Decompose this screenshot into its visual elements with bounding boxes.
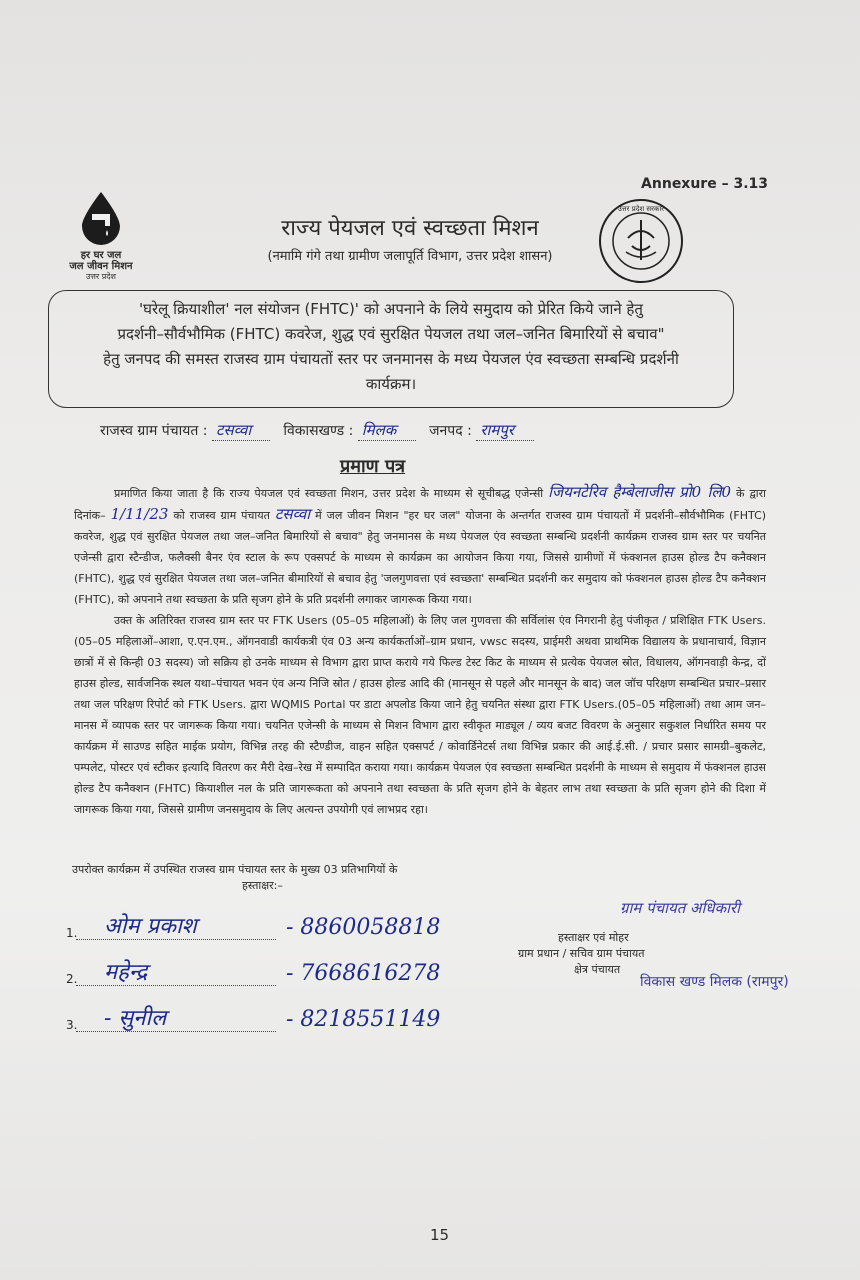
- box-line1: 'घरेलू क्रियाशील' नल संयोजन (FHTC)' को अपनाने के लिये समुदाय को प्रेरित किये जाने हेतु: [139, 300, 643, 318]
- block-stamp: विकास खण्ड मिलक (रामपुर): [640, 974, 789, 990]
- participant-row: [66, 992, 506, 1038]
- officer-stamp: ग्राम पंचायत अधिकारी: [620, 899, 741, 917]
- program-title-box: [48, 290, 734, 408]
- participant-name: - सुनील: [104, 1006, 167, 1031]
- water-tap-drop-icon: [78, 190, 124, 246]
- certificate-heading: प्रमाण पत्र: [340, 456, 406, 477]
- participant-name: ओम प्रकाश: [104, 914, 197, 939]
- signatory-block: [518, 930, 818, 978]
- block-value: मिलक: [358, 420, 416, 441]
- box-line4: कार्यक्रम।: [365, 375, 417, 393]
- date-handwritten: 1/11/23: [110, 505, 169, 523]
- annexure-label: Annexure – 3.13: [641, 176, 768, 192]
- signatures-intro: [72, 862, 492, 894]
- body-p1-b: के द्वारा दिनांक–: [74, 487, 767, 522]
- seal-text: उत्तर प्रदेश सरकार: [617, 205, 665, 213]
- participant-phone: - 7668616278: [286, 961, 441, 986]
- box-line2: प्रदर्शनी–सौर्वभौमिक (FHTC) कवरेज, शुद्ध एवं सुरक्षित पेयजल तथा जल–जनित बिमारियों से बचाव": [117, 325, 665, 343]
- intro-line2: हस्ताक्षर:–: [242, 879, 283, 892]
- body-paragraph-2: उक्त के अतिरिक्त राजस्व ग्राम स्तर पर FTK Users (05–05 महिलाओं) के लिए जल गुणवत्ता की सर्विलांस एंव निगरानी हेतु पंजीकृत / प्रशिक्षित FTK Users.(05–05 महिलाओं–आशा, ए.एन.एम., ऑगनवाडी कार्यकत्री एंव 03 अन्य कार्यकर्ताओं–ग्राम प्रधान, vwsc सदस्य, प्राईमरी अथवा प्राथमिक विद्यालय के प्रधानाचार्य, विज्ञान छात्रों में से किन्ही 03 सदस्य) जो सक्रिय हो उनके माध्यम से विभाग द्वारा प्राप्त कराये गये फिल्ड टेस्ट किट के माध्यम से प्रत्येक पेयजल स्रोत, विधालय, ऑगनवाड़ी केन्द्र, दों हाउस होल्ड, सार्वजनिक स्थल यथा–पंचायत भवन एंव अन्य निजि स्रोत / हाउस होल्ड आदि की (मानसून से पहले और मानसून के बाद) जल जॉच परिक्षण सम्बन्धित प्रचार–प्रसार तथा जल परिक्षण रिपोर्ट को FTK Users. द्वारा WQMIS Portal पर डाटा अपलोड किया जाने हेतु चयनित संस्था द्वारा FTK Users.(05–05 महिलाओं) तथा आम जन–मानस में व्यापक स्तर पर जागरूक किया गया। चयनित एजेन्सी के माध्यम से मिशन विभाग द्वारा स्वीकृत माड्यूल / व्यय बजट विवरण के अनुसार सकुशल निर्धारित समय पर कार्यक्रम में साउण्ड सहित माईक प्रयोग, विभिन्न तरह की स्टैण्डीज, वाहन सहित एक्सपर्ट / कोवार्डिनेटर्स तथा विभिन्न प्रकार की आई.ई.सी. / प्रचार प्रसार सामग्री–बुकलेट, पम्पलेट, पोस्टर एवं स्टीकर इत्यादि वितरण कर मैरी देख–रेख में सम्पादित कराया गया। कार्यक्रम पेयजल एंव स्वच्छता सम्बन्धित प्रदर्शनी के माध्यम से समुदाय में फंक्शनल हाउस होल्ड टैप कनैक्शन (FHTC) कियाशील नल के प्रति जागरूकता को अपनाने तथा स्वच्छता के प्रति सृजग होने के बेहतर लाभ तथा स्वच्छता के प्रति सृजग होने की दिशा में जागरूक किया गया, जिससे ग्रामीण जनसमुदाय के लिए अत्यन्त उपयोगी एवं लाभप्रद रहा।: [74, 614, 766, 816]
- body-paragraph-1: [74, 482, 766, 610]
- district-value: रामपुर: [476, 420, 534, 441]
- participant-phone: - 8218551149: [286, 1007, 441, 1032]
- box-line3: हेतु जनपद की समस्त राजस्व ग्राम पंचायतों स्तर पर जनमानस के मध्य पेयजल एंव स्वच्छता सम्बन्धि प्रदर्शनी: [103, 350, 679, 368]
- uttar-pradesh-government-seal-icon: [598, 198, 684, 284]
- page-subtitle: (नमामि गंगे तथा ग्रामीण जलापूर्ति विभाग, उत्तर प्रदेश शासन): [267, 249, 553, 264]
- block-label: विकासखण्ड :: [283, 423, 354, 439]
- panchayat-value: टसव्वा: [212, 420, 270, 441]
- body-p1-a: प्रमाणित किया जाता है कि राज्य पेयजल एवं स्वच्छता मिशन, उत्तर प्रदेश के माध्यम से सूचीबद्ध एजेन्सी: [114, 487, 544, 500]
- participant-name: महेन्द्र: [104, 960, 148, 985]
- intro-line1: उपरोक्त कार्यक्रम में उपस्थित राजस्व ग्राम पंचायत स्तर के मुख्य 03 प्रतिभागियों के: [72, 863, 398, 876]
- participant-number: 1.: [66, 926, 78, 940]
- agency-handwritten: जियनटेरिव हैम्बेलाजीस प्रो0 लि0: [548, 483, 732, 501]
- page-title: राज्य पेयजल एवं स्वच्छता मिशन: [281, 216, 539, 241]
- logo-text-line3: उत्तर प्रदेश: [86, 272, 116, 281]
- participant-row: [66, 946, 506, 992]
- participant-row: [66, 900, 506, 946]
- body-p1-c: को राजस्व ग्राम पंचायत: [173, 509, 270, 522]
- signatory-line1: हस्ताक्षर एवं मोहर: [558, 931, 629, 944]
- panchayat-label: राजस्व ग्राम पंचायत :: [100, 423, 208, 439]
- participant-number: 3.: [66, 1018, 78, 1032]
- body-p1-d: में जल जीवन मिशन "हर घर जल" योजना के अन्तर्गत राजस्व ग्राम पंचायतों में प्रदर्शनी–सौर्वभौमिक (FHTC) कवरेज, शुद्ध एवं सुरक्षित पेयजल तथा जल–जनित बिमारियों से बचाव" हेतु जनमानस के मध्य पेयजल एंव स्वच्छता सम्बन्धि प्रदर्शनी कार्यक्रम राजस्व ग्राम स्तर पर चयनित एजेन्सी द्वारा स्टैन्डीज, फलैक्सी बैनर एंव स्टाल के रूप एक्सपर्ट के माध्यम से कार्यक्रम का आयोजन किया गया, जिससे ग्रामीणों में फंक्शनल हाउस होल्ड टैप कनैक्शन (FHTC), शुद्ध एवं सुरक्षित पेयजल तथा जल–जनित बीमारियों से बचाव हेतु 'जलगुणवत्ता एवं स्वच्छता' सम्बन्धित प्रदर्शनी कर समुदाय को फंक्शनल हाउस होल्ड टैप कनैक्शन (FHTC), को अपनाने तथा स्वच्छता के प्रति सृजग होने के प्रति प्रदर्शनी लगाकर जागरूक किया गया।: [74, 509, 767, 606]
- panchayat-handwritten: टसव्वा: [274, 505, 311, 523]
- location-fields: [100, 420, 720, 441]
- har-ghar-jal-logo: [56, 190, 146, 281]
- participant-signatures: [66, 900, 506, 1038]
- signatory-line2: ग्राम प्रधान / सचिव ग्राम पंचायत: [518, 947, 645, 960]
- signatory-line3: क्षेत्र पंचायत: [574, 963, 621, 976]
- logo-text-line2: जल जीवन मिशन: [69, 261, 133, 272]
- district-label: जनपद :: [429, 423, 472, 439]
- participant-phone: - 8860058818: [286, 915, 441, 940]
- participant-number: 2.: [66, 972, 78, 986]
- page-number: 15: [430, 1226, 450, 1244]
- logo-text-line1: हर घर जल: [80, 250, 122, 261]
- certificate-body: [74, 482, 766, 820]
